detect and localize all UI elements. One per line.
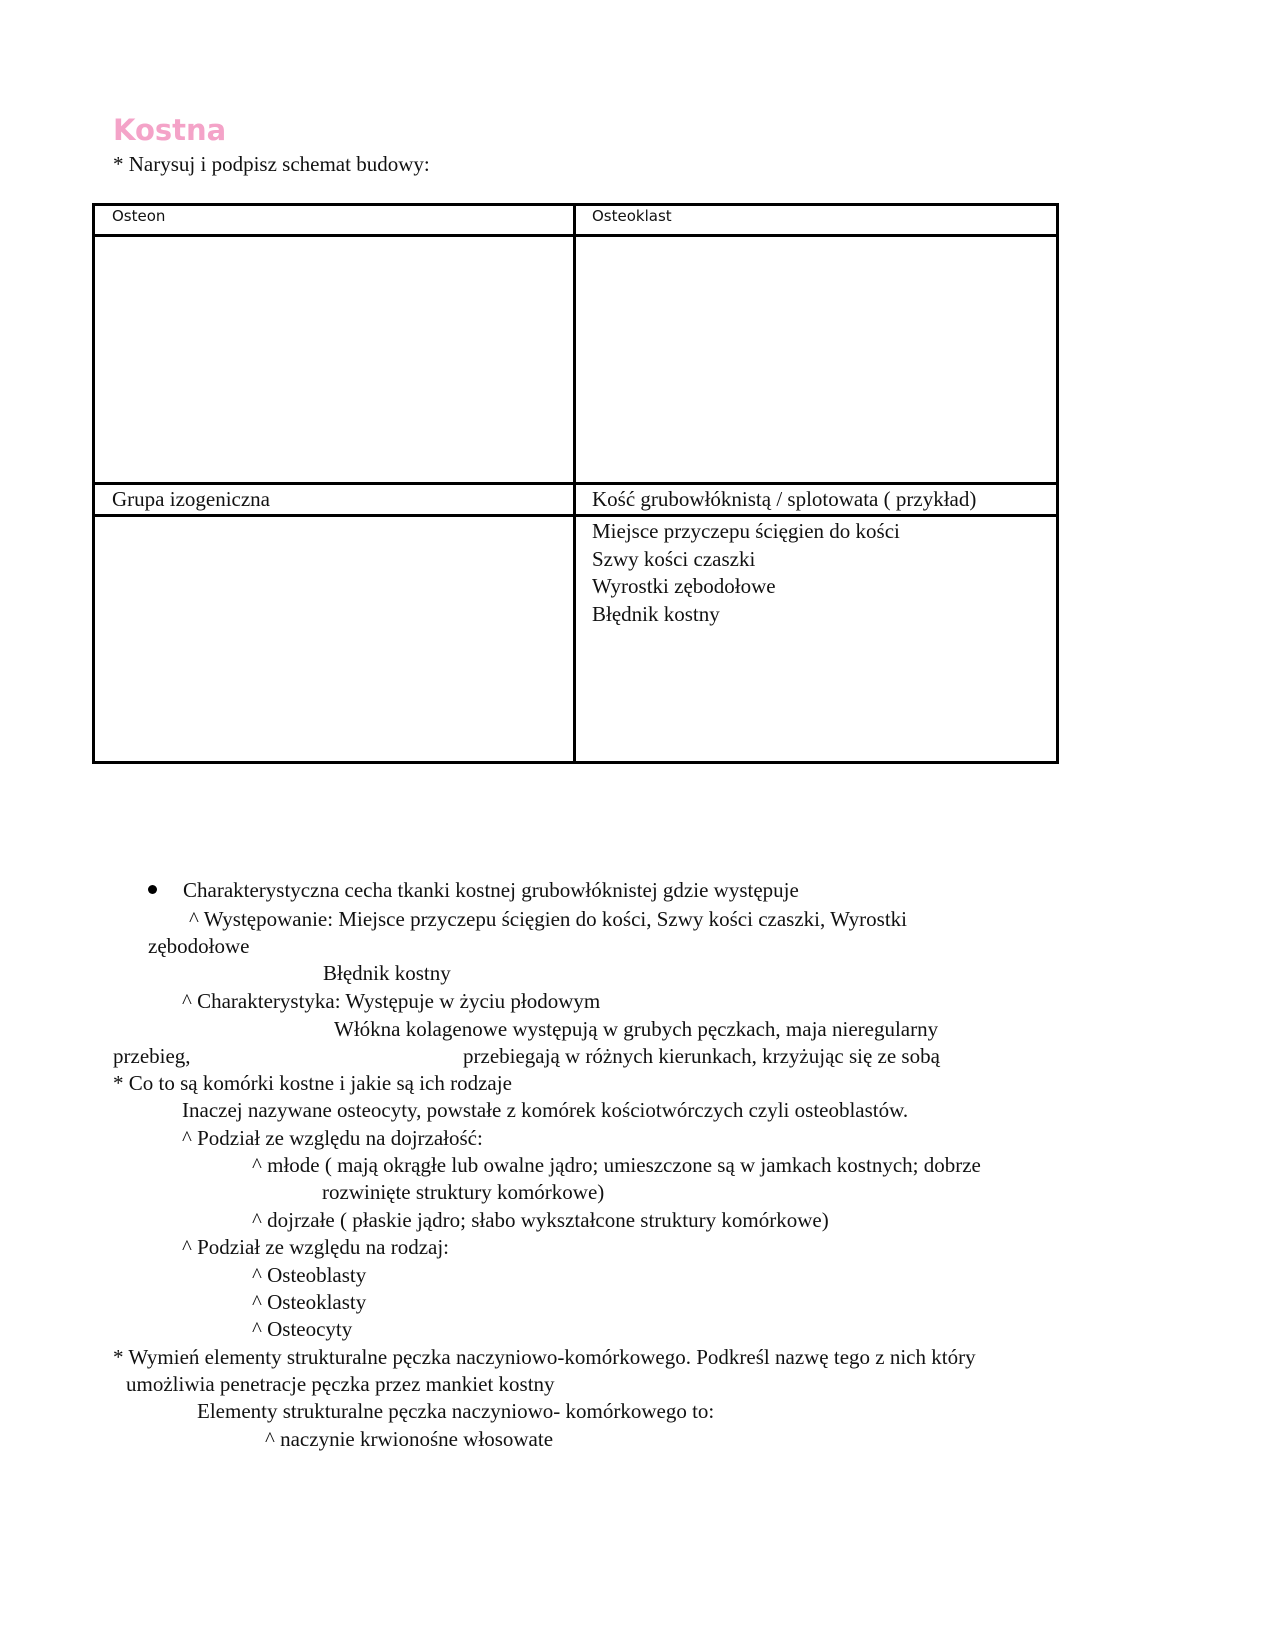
header-osteon: Osteon (112, 207, 166, 225)
header-osteoklast: Osteoklast (592, 207, 672, 225)
text-line: rozwinięte struktury komórkowe) (322, 1180, 605, 1204)
question-line: * Wymień elementy strukturalne pęczka naczyniowo-komórkowego. Podkreśl nazwę tego z nich który (113, 1345, 976, 1369)
text-line: ^ Występowanie: Miejsce przyczepu ścięgien do kości, Szwy kości czaszki, Wyrostki (189, 907, 908, 931)
text-line: ^ Podział ze względu na dojrzałość: (182, 1126, 483, 1150)
text-line: zębodołowe (148, 934, 250, 958)
text-line: ^ Charakterystyka: Występuje w życiu płodowym (182, 989, 601, 1013)
text-line: Inaczej nazywane osteocyty, powstałe z komórek kościotwórczych czyli osteoblastów. (182, 1098, 909, 1122)
text-line: Błędnik kostny (323, 961, 451, 985)
text-line: Elementy strukturalne pęczka naczyniowo- komórkowego to: (197, 1399, 715, 1423)
question-line: * Co to są komórki kostne i jakie są ich rodzaje (113, 1071, 512, 1095)
text-line: ^ dojrzałe ( płaskie jądro; słabo wykształcone struktury komórkowe) (252, 1208, 829, 1232)
example-item: Szwy kości czaszki (592, 547, 756, 571)
text-line: przebiegają w różnych kierunkach, krzyżując się ze sobą (463, 1044, 940, 1068)
text-line: ^ Osteoklasty (252, 1290, 367, 1314)
text-line: Włókna kolagenowe występują w grubych pęczkach, maja nieregularny (334, 1017, 939, 1041)
section-title: Kostna (113, 113, 227, 147)
text-line: ^ Podział ze względu na rodzaj: (182, 1235, 450, 1259)
intro-question: * Narysuj i podpisz schemat budowy: (113, 152, 430, 176)
bullet-icon (148, 885, 157, 894)
text-line: Charakterystyczna cecha tkanki kostnej grubowłóknistej gdzie występuje (183, 878, 799, 902)
header-grupa-izogeniczna: Grupa izogeniczna (112, 487, 271, 511)
question-line: umożliwia penetracje pęczka przez mankiet kostny (126, 1372, 555, 1396)
example-item: Miejsce przyczepu ścięgien do kości (592, 519, 900, 543)
example-item: Wyrostki zębodołowe (592, 574, 776, 598)
example-item: Błędnik kostny (592, 602, 720, 626)
text-line: ^ naczynie krwionośne włosowate (265, 1427, 554, 1451)
text-line: ^ młode ( mają okrągłe lub owalne jądro; umieszczone są w jamkach kostnych; dobrze (252, 1153, 981, 1177)
text-line: ^ Osteocyty (252, 1317, 353, 1341)
header-kosc-grubowloknista: Kość grubowłóknistą / splotowata ( przykład) (592, 487, 977, 511)
text-line: ^ Osteoblasty (252, 1263, 367, 1287)
text-line: przebieg, (113, 1044, 191, 1068)
